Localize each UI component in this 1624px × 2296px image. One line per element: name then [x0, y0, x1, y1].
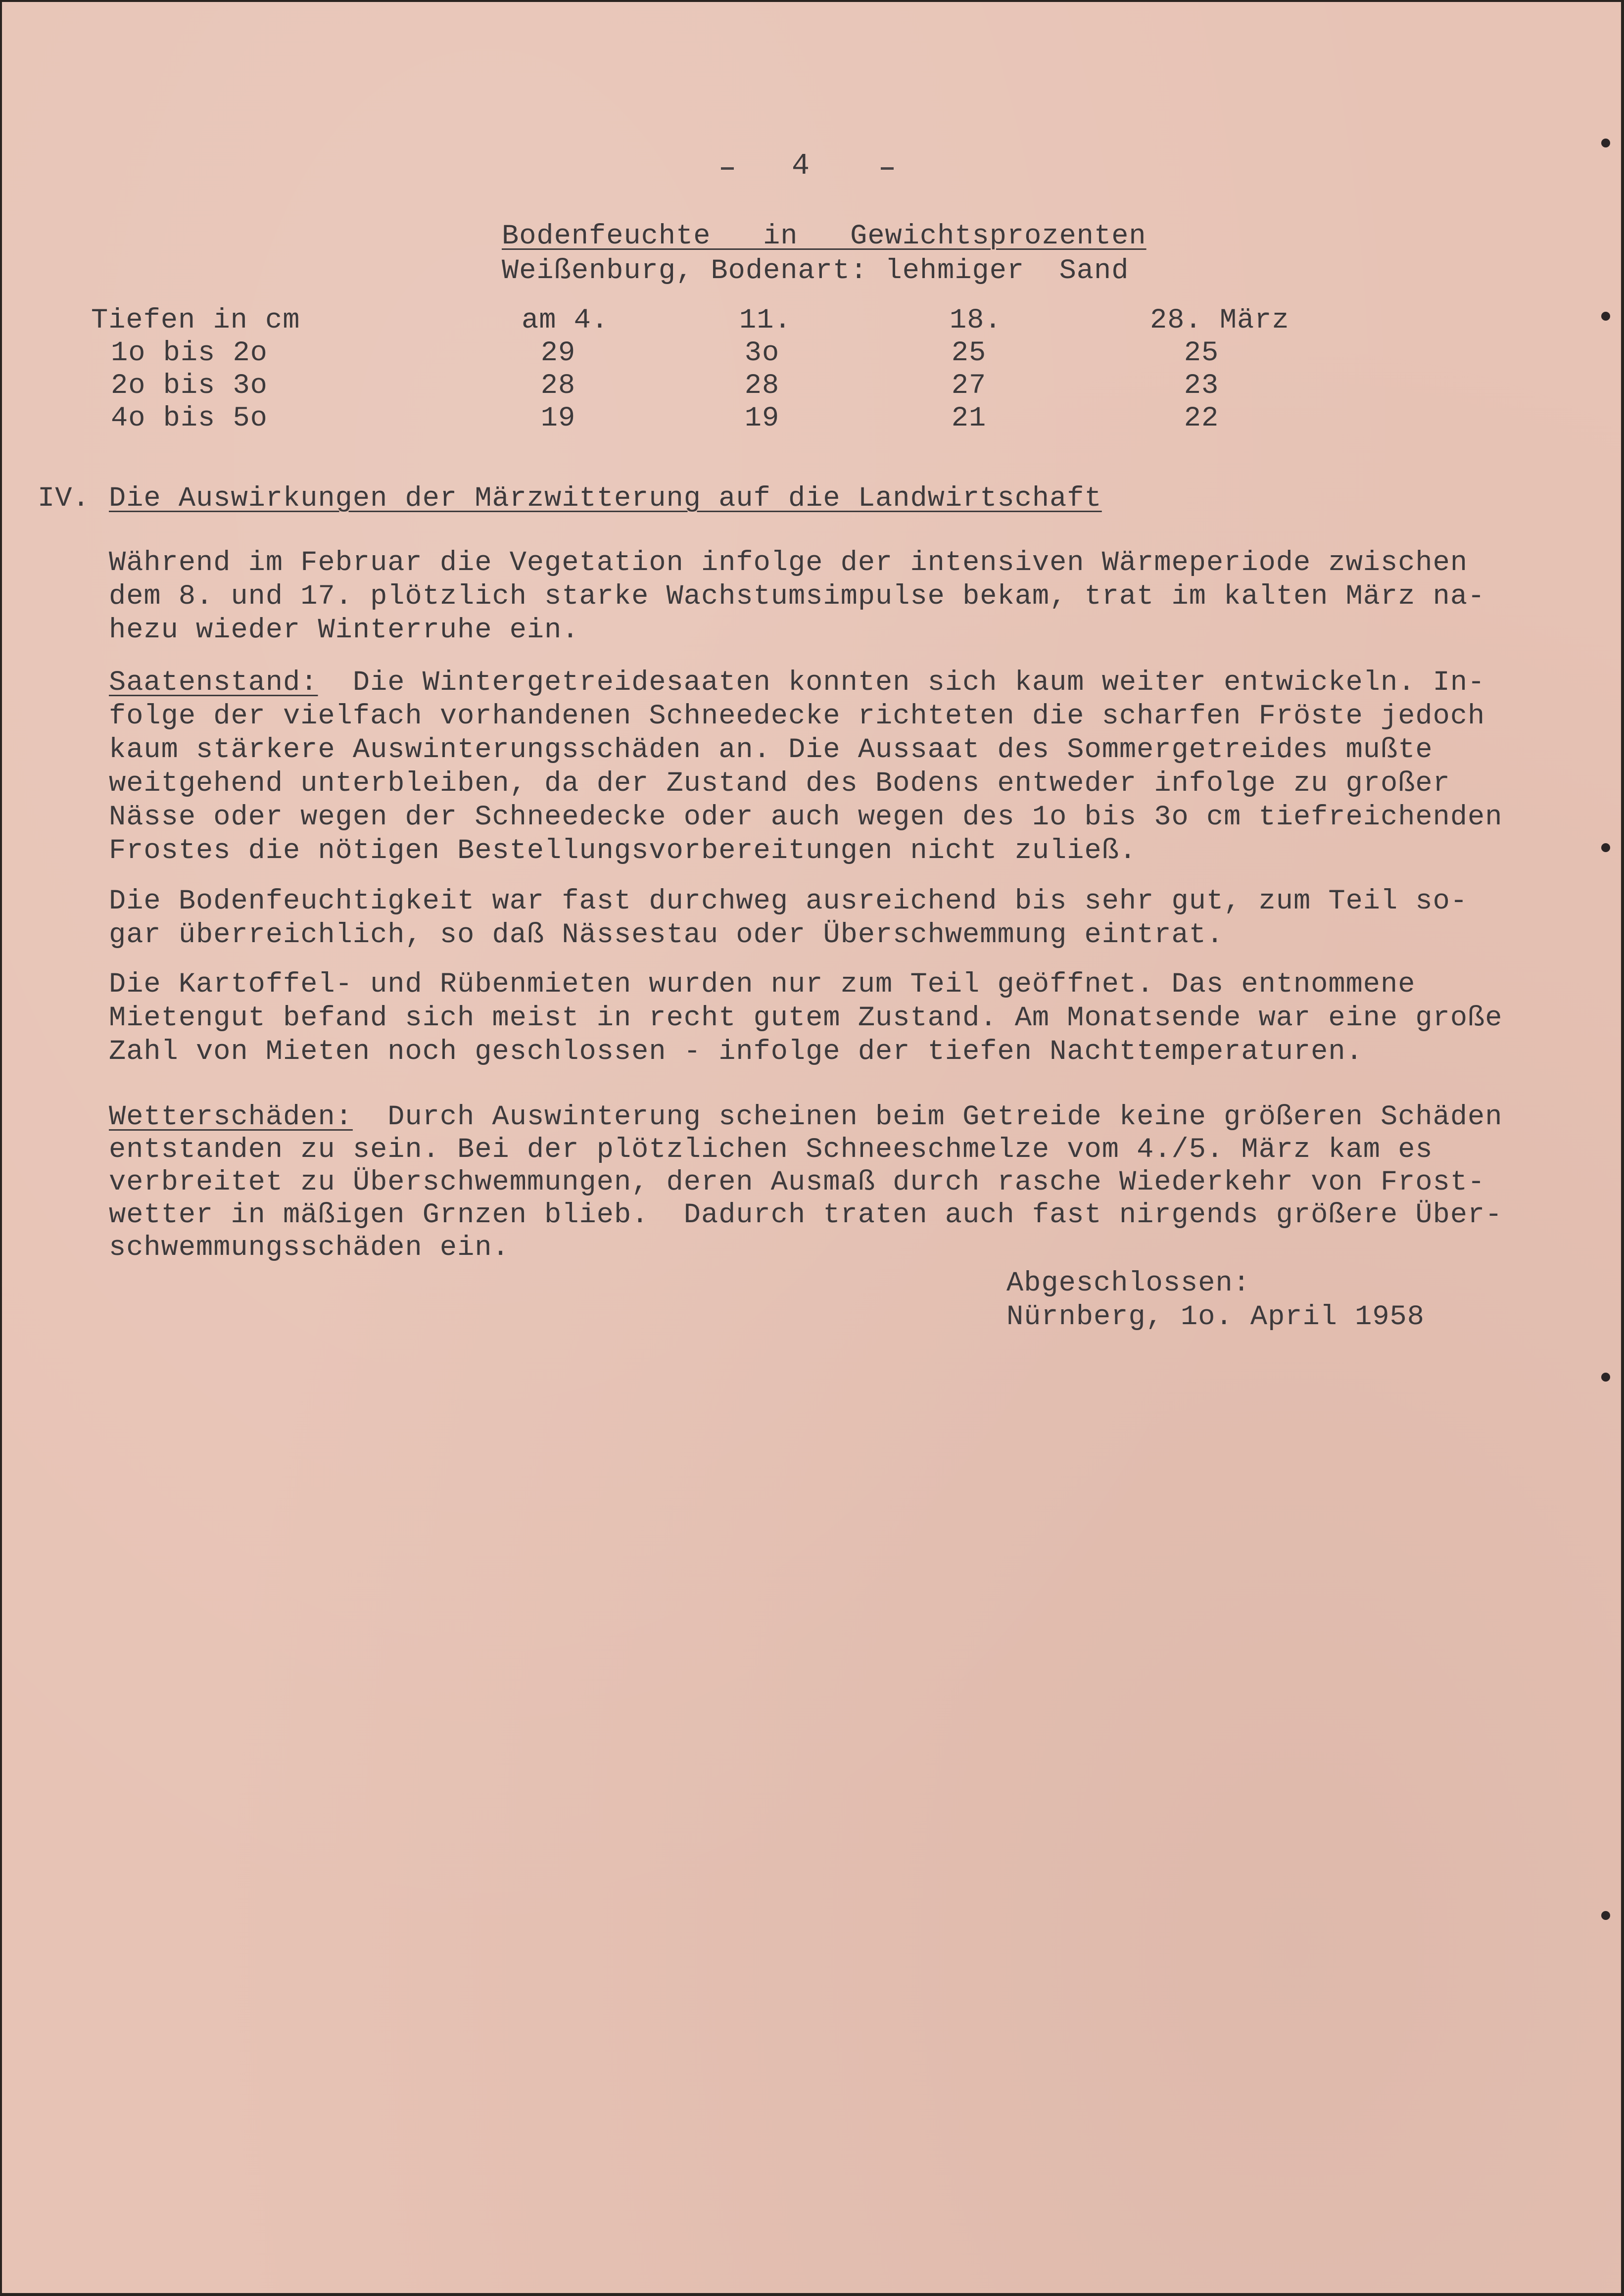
- paragraph-line: kaum stärkere Auswinterungsschäden an. Die Aussaat des Sommergetreides mußte: [109, 734, 1433, 766]
- paragraph-label-wetterschaeden: Wetterschäden:: [109, 1101, 353, 1133]
- page-number: 4: [792, 149, 811, 183]
- paragraph-line: verbreitet zu Überschwemmungen, deren Ausmaß durch rasche Wiederkehr von Frost-: [109, 1167, 1485, 1198]
- paragraph-line: dem 8. und 17. plötzlich starke Wachstumsimpulse bekam, trat im kalten März na-: [109, 581, 1485, 613]
- closing-place-date: Nürnberg, 1o. April 1958: [1006, 1301, 1425, 1333]
- paragraph-line: Zahl von Mieten noch geschlossen - infolge der tiefen Nachttemperaturen.: [109, 1036, 1363, 1068]
- paragraph-line: Nässe oder wegen der Schneedecke oder auch wegen des 1o bis 3o cm tiefreichenden: [109, 802, 1503, 833]
- table-header-col-4: 28. März: [1150, 305, 1290, 336]
- punch-hole: [1601, 139, 1610, 147]
- cell-value: 19: [744, 403, 780, 434]
- paragraph-line: wetter in mäßigen Grnzen blieb. Dadurch traten auch fast nirgends größere Über-: [109, 1199, 1503, 1231]
- page-number-dash-left: [721, 167, 734, 170]
- table-header-col-3: 18.: [950, 305, 1002, 336]
- section-number: IV.: [38, 483, 90, 515]
- paragraph-line-text: Durch Auswinterung scheinen beim Getreide keine größeren Schäden: [352, 1101, 1503, 1133]
- paragraph-line: gar überreichlich, so daß Nässestau oder Überschwemmung eintrat.: [109, 919, 1224, 951]
- table-header-depth: Tiefen in cm: [91, 305, 300, 336]
- cell-value: 23: [1184, 370, 1219, 402]
- paragraph-line: entstanden zu sein. Bei der plötzlichen Schneeschmelze vom 4./5. März kam es: [109, 1134, 1433, 1166]
- punch-hole: [1601, 843, 1610, 852]
- cell-value: 25: [1184, 337, 1219, 369]
- cell-value: 29: [540, 337, 576, 369]
- paragraph-line: Die Bodenfeuchtigkeit war fast durchweg ausreichend bis sehr gut, zum Teil so-: [109, 886, 1468, 917]
- paragraph-line: Die Kartoffel- und Rübenmieten wurden nur zum Teil geöffnet. Das entnommene: [109, 969, 1416, 1001]
- cell-value: 3o: [744, 337, 780, 369]
- table-subtitle: Weißenburg, Bodenart: lehmiger Sand: [502, 255, 1129, 287]
- table-header-col-2: 11.: [739, 305, 792, 336]
- document-page: [2, 2, 1621, 2293]
- cell-value: 21: [951, 403, 987, 434]
- paragraph-line: folge der vielfach vorhandenen Schneedecke richteten die scharfen Fröste jedoch: [109, 701, 1485, 732]
- row-depth: 4o bis 5o: [111, 403, 268, 434]
- table-title: Bodenfeuchte in Gewichtsprozenten: [502, 221, 1146, 252]
- cell-value: 27: [951, 370, 987, 402]
- paragraph-line: schwemmungsschäden ein.: [109, 1232, 510, 1264]
- paragraph-line: [109, 669, 1485, 697]
- row-depth: 2o bis 3o: [111, 370, 268, 402]
- paragraph-line: Mietengut befand sich meist in recht gutem Zustand. Am Monatsende war eine große: [109, 1003, 1503, 1034]
- section-heading: Die Auswirkungen der Märzwitterung auf die Landwirtschaft: [109, 483, 1102, 515]
- paragraph-line: weitgehend unterbleiben, da der Zustand des Bodens entweder infolge zu großer: [109, 768, 1450, 800]
- closing-label: Abgeschlossen:: [1006, 1268, 1250, 1299]
- paragraph-label-saatenstand: Saatenstand:: [109, 667, 318, 699]
- punch-hole: [1601, 312, 1610, 321]
- paragraph-line-text: Die Wintergetreidesaaten konnten sich kaum weiter entwickeln. In-: [318, 667, 1485, 699]
- cell-value: 22: [1184, 403, 1219, 434]
- cell-value: 28: [540, 370, 576, 402]
- row-depth: 1o bis 2o: [111, 337, 268, 369]
- cell-value: 28: [744, 370, 780, 402]
- cell-value: 25: [951, 337, 987, 369]
- punch-hole: [1601, 1373, 1610, 1382]
- punch-hole: [1601, 1911, 1610, 1920]
- paragraph-line: Während im Februar die Vegetation infolge der intensiven Wärmeperiode zwischen: [109, 547, 1468, 579]
- page-number-dash-right: [881, 167, 894, 170]
- table-header-col-1: am 4.: [522, 305, 609, 336]
- paragraph-line: [109, 1103, 1502, 1132]
- cell-value: 19: [540, 403, 576, 434]
- paragraph-line: hezu wieder Winterruhe ein.: [109, 615, 579, 646]
- paragraph-line: Frostes die nötigen Bestellungsvorbereitungen nicht zuließ.: [109, 835, 1137, 867]
